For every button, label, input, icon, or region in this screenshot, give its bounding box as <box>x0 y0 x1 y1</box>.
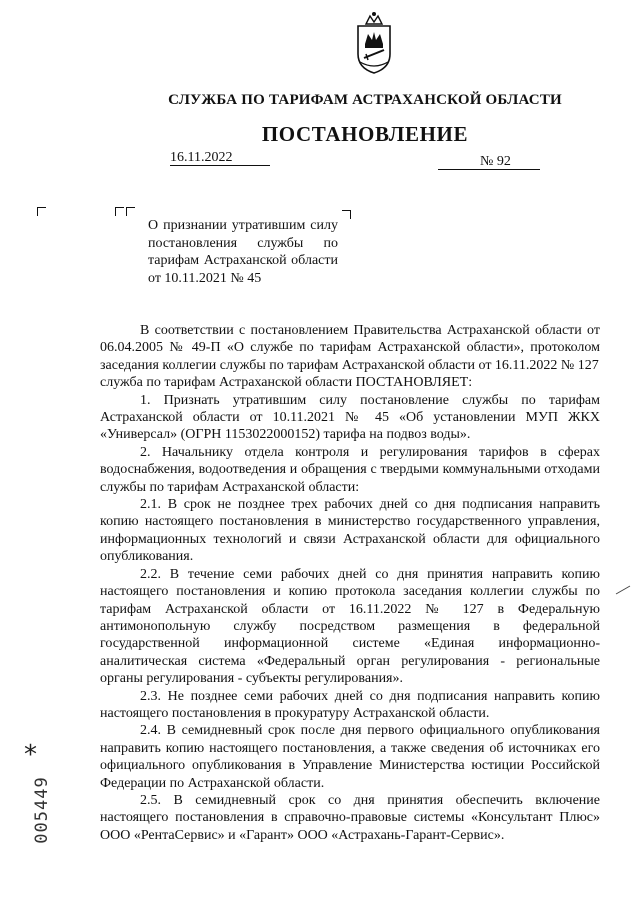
bracket-corner <box>37 207 46 216</box>
item-paragraph: 1. Признать утратившим силу постановление службы по тарифам Астраханской области от 10.11.2021 № 45 «Об установлении МУП ЖКХ «Универсал» (ОГРН 1153022000152) тарифа на подвоз воды». <box>100 392 600 443</box>
date-underline <box>170 165 270 166</box>
registration-stamp-number: 005449 <box>32 776 52 844</box>
document-number: № 92 <box>480 154 511 169</box>
resolves-paragraph: служба по тарифам Астраханской области ПОСТАНОВЛЯЕТ: <box>100 375 473 391</box>
subitem-paragraph: 2.4. В семидневный срок после дня первого официального опубликования направить копию настоящего постановления, а также сведения об источниках его официального опубликования в Управление Министерства юстиции Российской Федерации по Астраханской области. <box>100 723 600 791</box>
subitem-paragraph: 2.5. В семидневный срок со дня принятия обеспечить включение настоящего постановления в справочно-правовые системы «Консультант Плюс» ООО «РентаСервис» и «Гарант» ООО «Астрахань-Гарант-Сервис». <box>100 792 600 843</box>
margin-asterisk: * <box>24 740 37 770</box>
organization-title: СЛУЖБА ПО ТАРИФАМ АСТРАХАНСКОЙ ОБЛАСТИ <box>168 92 562 108</box>
document-date: 16.11.2022 <box>170 150 233 165</box>
number-underline <box>438 169 540 170</box>
document-subject: О признании утратившим силу постановления службы по тарифам Астраханской области от 10.11.2021 № 45 <box>148 218 338 286</box>
subitem-paragraph: 2.2. В течение семи рабочих дней со дня принятия направить копию настоящего постановления и копию протокола заседания коллегии службы по тарифам Астраханской области от 16.11.2022 № 127 в Федеральную антимонопольную службу посредством размещения в федеральной государственной информационной системе «Единая информационно-аналитическая система «Федеральный орган регулирования - региональные органы регулирования - субъекты регулирования». <box>100 566 600 687</box>
scan-mark-icon <box>614 585 632 595</box>
subitem-paragraph: 2.3. Не позднее семи рабочих дней со дня подписания направить копию настоящего постановления в прокуратуру Астраханской области. <box>100 688 600 721</box>
document-body <box>100 322 600 844</box>
item-paragraph: 2. Начальнику отдела контроля и регулирования тарифов в сферах водоснабжения, водоотведения и обращения с твердыми коммунальными отходами службы по тарифам Астраханской области: <box>100 444 600 495</box>
coat-of-arms-icon <box>352 10 396 76</box>
subitem-paragraph: 2.1. В срок не позднее трех рабочих дней со дня подписания направить копию настоящего постановления в министерство государственного управления, информационных технологий и связи Астраханской области для официального опубликования. <box>100 497 600 565</box>
document-type-heading: ПОСТАНОВЛЕНИЕ <box>261 122 469 146</box>
preamble-paragraph: В соответствии с постановлением Правительства Астраханской области от 06.04.2005 № 49-П «О службе по тарифам Астраханской области», протоколом заседания коллегии службы по тарифам Астраханской области от 16.11.2022 № 127 <box>100 323 600 373</box>
bracket-corner <box>342 210 351 219</box>
bracket-corner <box>115 207 124 216</box>
bracket-corner <box>126 207 135 216</box>
